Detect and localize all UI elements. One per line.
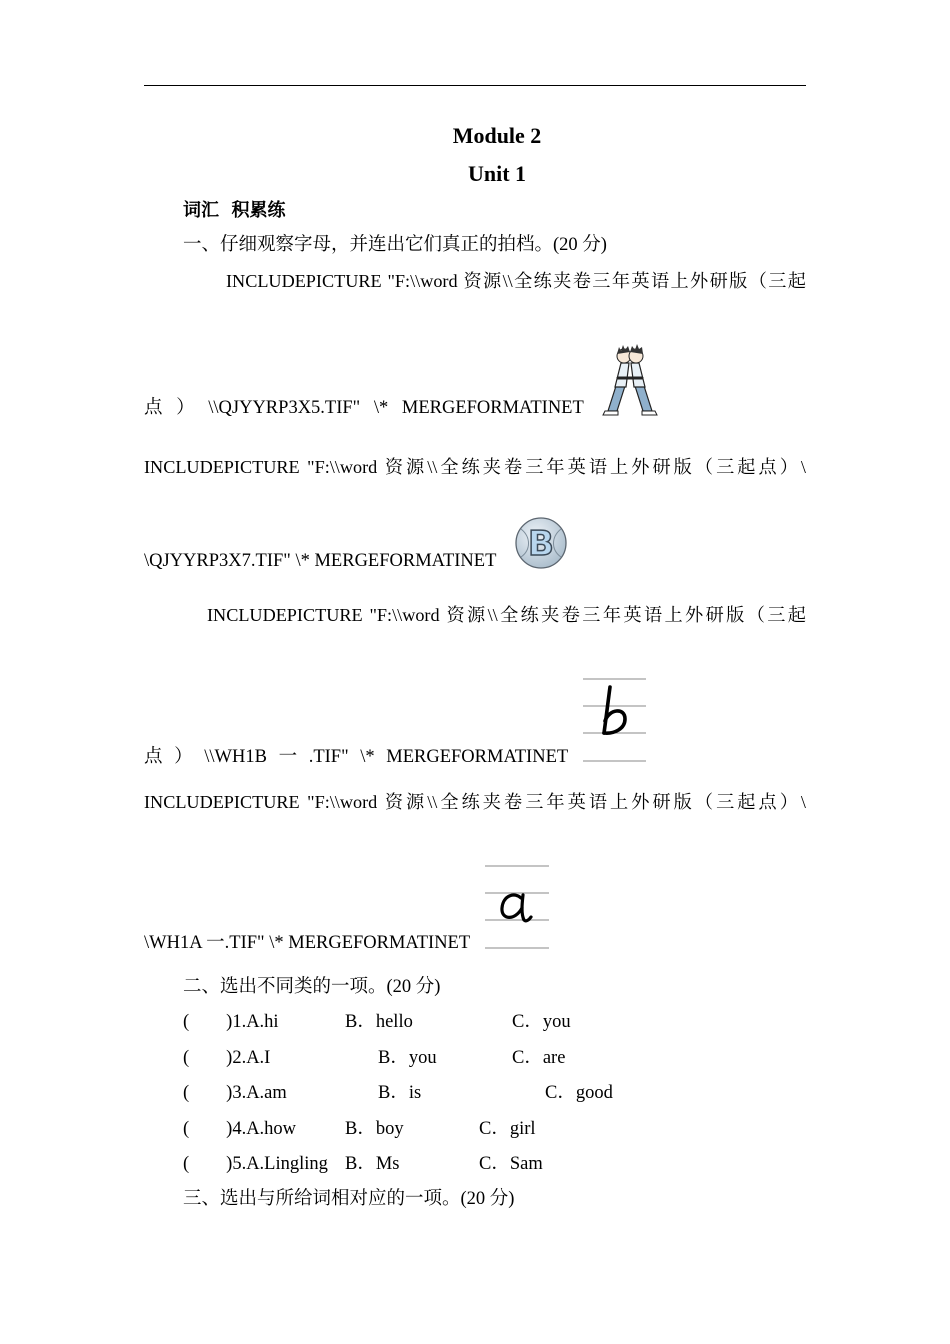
field-code-line: \QJYYRP3X7.TIF" \* MERGEFORMATINET — [144, 551, 497, 571]
question-stem: ( )5.A.Lingling — [183, 1154, 328, 1174]
part1-heading — [183, 233, 607, 257]
module-title: Module 2 — [452, 123, 542, 148]
question-row — [0, 1117, 950, 1141]
question-row — [0, 1152, 950, 1176]
handwritten-a-letter — [502, 895, 531, 921]
option-c: C．good — [545, 1083, 613, 1103]
field-code-line: INCLUDEPICTURE "F:\\word 资源\\全练夹卷三年英语上外研版（三起 — [207, 605, 806, 625]
page-top-rule — [144, 85, 806, 86]
field-code-line: 点 ） \\WH1B 一 .TIF" \* MERGEFORMATINET — [144, 747, 569, 767]
field-code-line: INCLUDEPICTURE "F:\\word 资源\\全练夹卷三年英语上外研版（三起点）\ — [144, 792, 806, 812]
question-stem: ( )3.A.am — [183, 1083, 287, 1103]
option-b: B．hello — [345, 1012, 413, 1032]
field-code-line: 点 ） \\QJYYRP3X5.TIF" \* MERGEFORMATINET — [144, 398, 584, 418]
part1-instruction: 一、仔细观察字母，并连出它们真正的拍档。 — [183, 234, 554, 255]
part2-score: (20 分) — [386, 977, 441, 997]
section-label: 词汇 积累练 — [183, 200, 286, 221]
part3-instruction: 三、选出与所给词相对应的一项。 — [183, 1188, 461, 1209]
part3-heading — [183, 1187, 514, 1211]
ball-letter: B — [528, 524, 554, 564]
ball-letter-b-picture — [514, 516, 568, 570]
option-b: B．boy — [345, 1119, 404, 1139]
option-b: B．you — [378, 1048, 437, 1068]
field-code-line: INCLUDEPICTURE "F:\\word 资源\\全练夹卷三年英语上外研版（三起点）\ — [144, 457, 806, 477]
part1-score: (20 分) — [553, 235, 607, 255]
question-stem: ( )4.A.how — [183, 1119, 297, 1139]
unit-title: Unit 1 — [467, 161, 527, 186]
question-row — [0, 1081, 950, 1105]
grid-letter-b-picture — [583, 677, 646, 763]
field-code-line: \WH1A 一.TIF" \* MERGEFORMATINET — [144, 933, 471, 953]
grid-letter-a-picture — [485, 864, 549, 950]
letter-a-kids-picture — [600, 342, 660, 417]
part3-score: (20 分) — [460, 1189, 515, 1209]
handwritten-b-letter — [604, 687, 625, 733]
field-code-line: INCLUDEPICTURE "F:\\word 资源\\全练夹卷三年英语上外研版（三起 — [226, 271, 806, 291]
option-b: B．Ms — [345, 1154, 400, 1174]
question-stem: ( )1.A.hi — [183, 1012, 279, 1032]
option-c: C．are — [512, 1048, 566, 1068]
question-row — [0, 1046, 950, 1070]
part2-heading — [183, 975, 440, 999]
option-c: C．Sam — [479, 1154, 543, 1174]
option-c: C．girl — [479, 1119, 536, 1139]
part2-instruction: 二、选出不同类的一项。 — [183, 976, 387, 997]
option-c: C．you — [512, 1012, 571, 1032]
question-row — [0, 1010, 950, 1034]
question-stem: ( )2.A.I — [183, 1048, 271, 1068]
option-b: B．is — [378, 1083, 422, 1103]
